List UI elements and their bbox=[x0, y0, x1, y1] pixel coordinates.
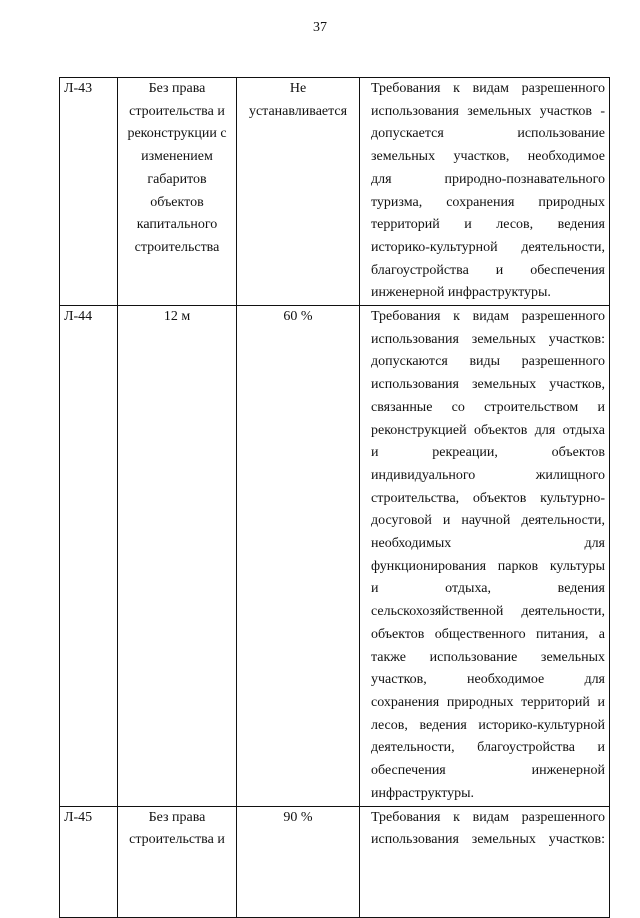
requirements-line: инфраструктуры. bbox=[371, 785, 475, 801]
requirements-line: земельных участков, необходимое bbox=[371, 149, 605, 165]
requirements-line: связанные со строительством и bbox=[371, 399, 605, 415]
requirements-line: территорий и лесов, ведения bbox=[371, 217, 605, 233]
max-height-cell bbox=[118, 806, 237, 917]
land-use-requirements-cell bbox=[360, 806, 610, 917]
requirements-line: объектов общественного питания, а bbox=[371, 626, 605, 642]
building-density-cell bbox=[237, 806, 360, 917]
requirements-line: обеспечения инженерной bbox=[371, 763, 605, 779]
requirements-line: Требования к видам разрешенного bbox=[371, 309, 605, 325]
max-height-line: объектов bbox=[150, 194, 204, 210]
requirements-line: использования земельных участков: bbox=[371, 832, 605, 848]
requirements-line: допускается использование bbox=[371, 126, 605, 142]
requirements-line: допускаются виды разрешенного bbox=[371, 354, 605, 370]
building-density-cell bbox=[237, 78, 360, 306]
requirements-line: необходимых для bbox=[371, 536, 605, 552]
building-density-line: 90 % bbox=[283, 809, 313, 825]
requirements-line: участков, необходимое для bbox=[371, 672, 605, 688]
zone-code: Л-44 bbox=[64, 309, 93, 325]
max-height-line: изменением bbox=[141, 149, 213, 165]
max-height-line: строительства и bbox=[129, 103, 225, 119]
requirements-line: использования земельных участков - bbox=[371, 103, 605, 119]
zone-code-cell bbox=[60, 78, 118, 306]
requirements-line: и отдыха, ведения bbox=[371, 581, 605, 597]
requirements-line: использования земельных участков, bbox=[371, 377, 605, 393]
max-height-line: капитального bbox=[136, 217, 218, 233]
max-height-cell bbox=[118, 78, 237, 306]
max-height-cell bbox=[118, 306, 237, 806]
requirements-line: деятельности, благоустройства и bbox=[371, 740, 605, 756]
requirements-line: также использование земельных bbox=[371, 649, 605, 665]
requirements-line: инженерной инфраструктуры. bbox=[371, 285, 551, 301]
zoning-table bbox=[59, 77, 610, 918]
zone-code-cell bbox=[60, 306, 118, 806]
land-use-requirements-cell bbox=[360, 78, 610, 306]
requirements-line: использования земельных участков: bbox=[371, 331, 605, 347]
requirements-line: индивидуального жилищного bbox=[371, 467, 605, 483]
max-height-line: габаритов bbox=[147, 171, 207, 187]
zone-code: Л-43 bbox=[64, 81, 93, 96]
zone-code: Л-45 bbox=[64, 809, 93, 825]
page-number: 37 bbox=[313, 20, 327, 35]
requirements-line: и рекреации, объектов bbox=[371, 445, 605, 461]
requirements-line: сохранения природных территорий и bbox=[371, 694, 605, 710]
table-row bbox=[60, 806, 610, 917]
requirements-line: реконструкцией объектов для отдыха bbox=[371, 422, 605, 438]
requirements-line: сельскохозяйственной деятельности, bbox=[371, 604, 605, 620]
requirements-line: лесов, ведения историко-культурной bbox=[371, 717, 605, 733]
requirements-line: досуговой и научной деятельности, bbox=[371, 513, 605, 529]
building-density-line: Не bbox=[289, 81, 307, 96]
requirements-line: Требования к видам разрешенного bbox=[371, 81, 605, 96]
zone-code-cell bbox=[60, 806, 118, 917]
max-height-line: Без права bbox=[148, 809, 206, 825]
max-height-line: реконструкции с bbox=[127, 126, 227, 142]
building-density-line: 60 % bbox=[283, 309, 313, 325]
requirements-line: Требования к видам разрешенного bbox=[371, 809, 605, 825]
requirements-line: функционирования парков культуры bbox=[371, 558, 605, 574]
requirements-line: благоустройства и обеспечения bbox=[371, 262, 605, 278]
max-height-line: 12 м bbox=[163, 309, 191, 325]
table-row bbox=[60, 306, 610, 806]
requirements-line: строительства, объектов культурно- bbox=[371, 490, 605, 506]
requirements-line: туризма, сохранения природных bbox=[371, 194, 605, 210]
max-height-line: строительства и bbox=[129, 832, 225, 848]
building-density-cell bbox=[237, 306, 360, 806]
land-use-requirements-cell bbox=[360, 306, 610, 806]
requirements-line: историко-культурной деятельности, bbox=[371, 239, 605, 255]
table-row bbox=[60, 78, 610, 306]
max-height-line: строительства bbox=[134, 239, 220, 255]
building-density-line: устанавливается bbox=[248, 103, 348, 119]
max-height-line: Без права bbox=[148, 81, 206, 96]
requirements-line: для природно-познавательного bbox=[371, 171, 605, 187]
